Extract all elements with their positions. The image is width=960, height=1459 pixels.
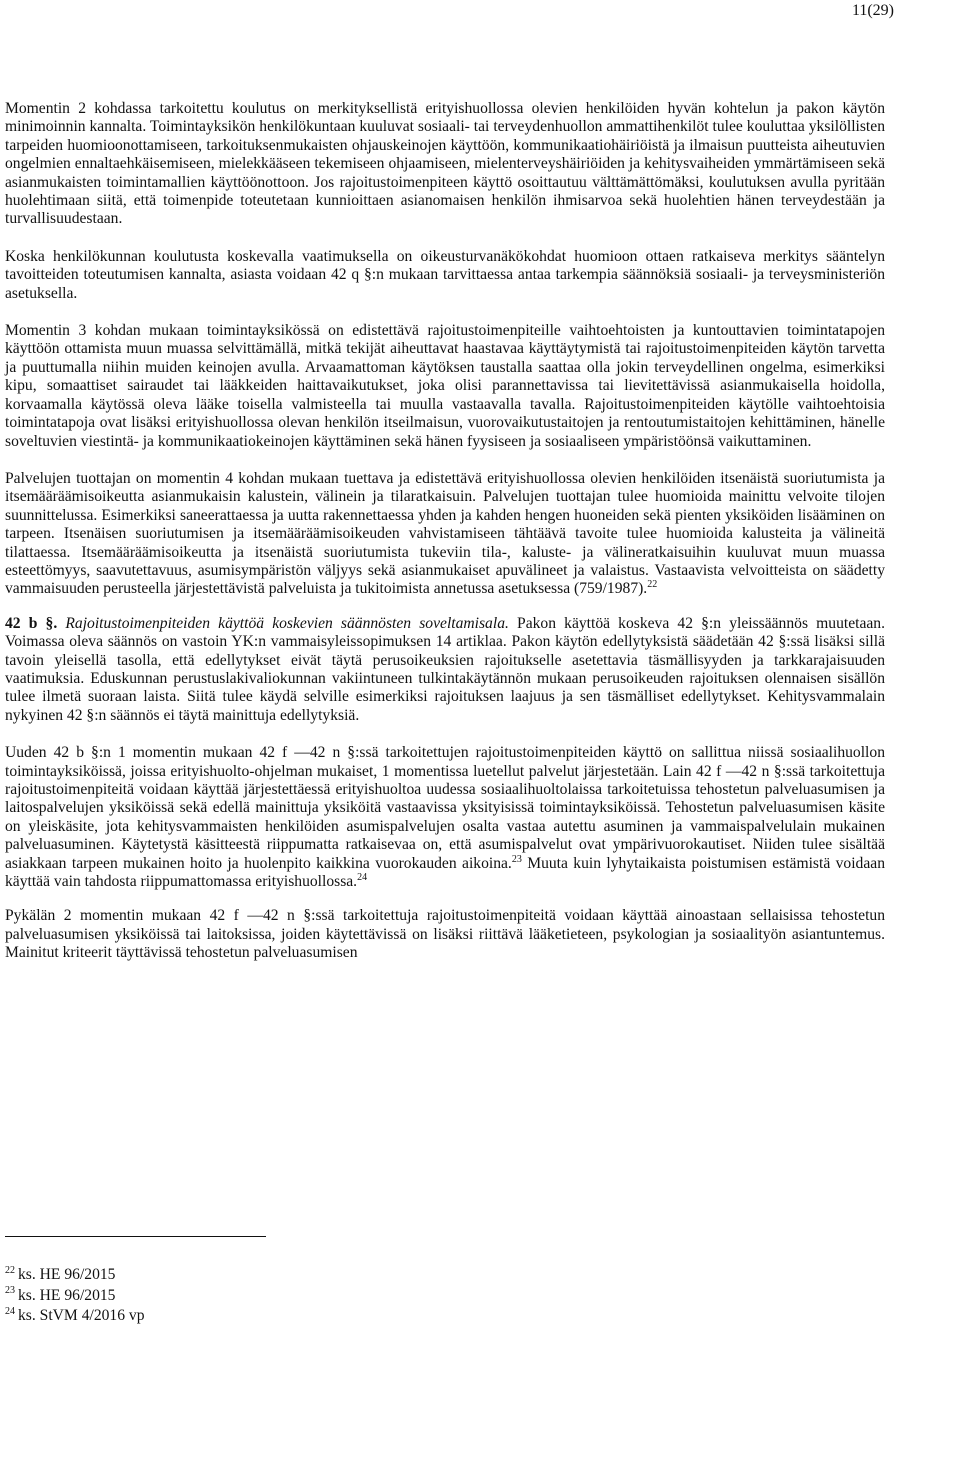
paragraph-text: Palvelujen tuottajan on momentin 4 kohdan mukaan tuettava ja edistettävä erityishuollossa olevien henkilöiden itsenäistä suoriutumista ja itsemääräämisoikeutta asianmukaisin kalustein, välinein ja tilaratkaisuin. Palvelujen tuottajan tulee huomioida mainittu velvoite tilojen suunnittelussa. Esimerkiksi saneerattaessa ja uutta rakennettaessa yhden ja kahden hengen huoneiden sekä pienten yksiköiden lisääminen on tarpeen. Itsenäisen suoriutumisen ja itsemääräämisoikeuden vahvistamiseen tähtäävä tavoite tulee huomioida kalusteita ja välineitä tilattaessa. Itsemääräämisoikeutta ja itsenäistä suoriutumista tukeviin tila-, kaluste- ja välineratkaisuihin kuuluvat muun muassa esteettömyys, saavutettavuus, asumisympäristön väljyys sekä asianmukaiset apuvälineet ja valaistus. Vastaavista velvoitteista on säädetty vammaisuuden perusteella järjestettävistä palveluista ja tukitoimista annetussa asetuksessa (759/1987). xyxy=(5,469,885,598)
paragraph-text: Koska henkilökunnan koulutusta koskevalla vaatimuksella on oikeusturvanäkökohdat huomioon ottaen ratkaiseva merkitys sääntelyn tavoitteiden toteutumisen kannalta, asiasta voidaan 42 q §:n mukaan tarvittaessa antaa tarkempia säännöksiä sosiaali- ja terveysministeriön asetuksella. xyxy=(5,247,885,302)
paragraph-text: Pykälän 2 momentin mukaan 42 f —42 n §:ssä tarkoitettuja rajoitustoimenpiteitä voidaan käyttää ainoastaan sellaisissa tehostetun palveluasumisen yksiköissä tai laitoksissa, joiden käytettävissä on lisäksi riittävä lääketieteen, psykologian ja sosiaalityön asiantuntemus. Mainitut kriteerit täyttävissä tehostetun palveluasumisen xyxy=(5,907,885,962)
footnote-ref-23[interactable]: 23 xyxy=(511,853,522,865)
footnote-text: ks. HE 96/2015 xyxy=(18,1286,116,1304)
paragraph-text: Muuta kuin lyhytaikaista poistumisen estämistä voidaan käyttää vain tahdosta riippumattomassa erityishuollossa. xyxy=(5,854,885,891)
paragraph-palvelujen-tuottaja xyxy=(5,470,885,599)
footnote xyxy=(5,1306,605,1327)
paragraph-henkilokunta xyxy=(5,248,885,303)
footnote-number: 22 xyxy=(5,1264,15,1276)
footnote-divider xyxy=(5,1236,266,1237)
section-number: 42 b §. xyxy=(5,614,58,632)
footnote-ref-22[interactable]: 22 xyxy=(647,579,658,591)
footnote-text: ks. StVM 4/2016 vp xyxy=(18,1307,145,1324)
footnote-number: 24 xyxy=(5,1305,15,1317)
paragraph-42b xyxy=(5,615,885,725)
paragraph-text: Uuden 42 b §:n 1 momentin mukaan 42 f —42 n §:ssä tarkoitettujen rajoitustoimenpiteiden käyttö on sallittua niissä sosiaalihuollon toimintayksiköissä, joissa erityishuolto-ohjelman mukaiset, 1 momentissa luetellut palvelut järjestetään. Lain 42 f —42 n §:ssä tarkoitettuja rajoitustoimenpiteitä voidaan käyttää järjestettäessä erityishuoltoa uudessa sosiaalihuoltolaissa tarkoitetuissa tehostetun palveluasumisen ja laitospalvelujen yksiköissä sekä edellä mainittuja yksiköitä vastaavissa yksityisissä toimintayksiköissä. Tehostetun palveluasumisen käsite on yleiskäsite, jota kehitysvammaisten henkilöiden asumispalvelujen osalta vastaa autettu asuminen ja vammaispalvelulain mukainen palveluasuminen. Käytetystä käsitteestä riippumatta ratkaisevaa on, että asumispalvelut ovat ympärivuorokautiset. Niiden tulee sisältää asiakkaan tarpeen mukainen hoito ja huolenpito kaikkina vuorokauden aikoina. xyxy=(5,744,885,872)
footnotes xyxy=(5,1265,605,1327)
section-title: Rajoitustoimenpiteiden käyttöä koskevien säännösten soveltamisala. xyxy=(65,614,509,632)
document-body xyxy=(5,100,885,982)
paragraph-koulutus xyxy=(5,100,885,229)
paragraph-uuden-42b xyxy=(5,744,885,891)
paragraph-text: Momentin 2 kohdassa tarkoitettu koulutus on merkityksellistä erityishuollossa olevien henkilöiden hyvän kohtelun ja pakon käytön minimoinnin kannalta. Toimintayksikön henkilökuntaan kuuluvat sosiaali- tai terveydenhuollon ammattihenkilöt tulee kouluttaa yksilöllisten tarpeiden huomioonottamiseen, tarkoituksenmukaisten ohjauskeinojen käyttöön, kommunikaatiohäiriöistä ja ilmaisun puutteista aiheutuvien ongelmien ennaltaehkäisemiseen, mielekkääseen tekemiseen ohjaamiseen, mielenterveyshäiriöiden ja kehitysvaiheiden ymmärtämiseen sekä asianmukaisten toimintamallien käyttöönottoon. Jos rajoitustoimenpiteen käyttö osoittautuu välttämättömäksi, koulutuksen avulla pyritään huolehtimaan siitä, että toimenpide toteutetaan kunnioittaen asianomaisen henkilön ihmisarvoa sekä huolehtien hänen terveydestään ja turvallisuudestaan. xyxy=(5,100,885,228)
footnote-text: ks. HE 96/2015 xyxy=(18,1266,116,1283)
footnote xyxy=(5,1265,605,1286)
paragraph-momentti-3 xyxy=(5,322,885,451)
paragraph-pykalan-2 xyxy=(5,907,885,962)
footnote-number: 23 xyxy=(5,1285,15,1297)
footnote xyxy=(5,1286,605,1307)
paragraph-text: Momentin 3 kohdan mukaan toimintayksikössä on edistettävä rajoitustoimenpiteille vaihtoehtoisten ja kuntouttavien toimintatapojen käyttöön ottamista muun muassa selvittämällä, mitkä tekijät aiheuttavat haastavaa käyttäytymistä tai rajoitustoimenpiteiden käytön tarvetta ja puuttumalla niihin muiden keinojen avulla. Arvaamattoman käytöksen taustalla saattaa olla jokin terveydellinen ongelma, esimerkiksi kipu, somaattiset sairaudet tai lääkkeiden haittavaikutukset, joka olisi parannettavissa tai lievitettävissä asianmukaisella hoidolla, korvaamalla käytössä oleva lääke toisella valmisteella tai muulla vastaavalla tavalla. Rajoitustoimenpiteiden käytölle vaihtoehtoisia toimintatapoja ovat lisäksi erityishuollossa olevan henkilön itseilmaisun, vuorovaikutustaitojen ja rentoutumistaitojen kehittäminen, hänelle soveltuvien viestintä- ja kommunikaatiokeinojen käyttäminen sekä hänen fyysiseen ja sosiaaliseen ympäristöönsä vaikuttaminen. xyxy=(5,322,885,450)
paragraph-text: Pakon käyttöä koskeva 42 §:n yleissäännös muutetaan. Voimassa oleva säännös on vastoin YK:n vammaisyleissopimuksen 14 artiklaa. Pakon käytön edellytyksistä säädetään 42 §:ssä lisäksi sillä tavoin yleisellä tasolla, että edellytykset eivät täytä perusoikeuksien rajoitukselle asetettavia täsmällisyyden ja tarkkarajaisuuden vaatimuksia. Eduskunnan perustuslakivaliokunnan vakiintuneen tulkintakäytännön mukaan perusoikeuden rajoituksen olennaisen sisällön tulee ilmetä suoraan laista. Siitä tulee käydä selville esimerkiksi rajoituksen laajuus ja sen täsmälliset edellytykset. Kehitysvammalain nykyinen 42 §:n säännös ei täytä mainittuja edellytyksiä. xyxy=(5,614,885,724)
footnote-ref-24[interactable]: 24 xyxy=(357,871,368,883)
page-number: 11(29) xyxy=(851,2,894,19)
